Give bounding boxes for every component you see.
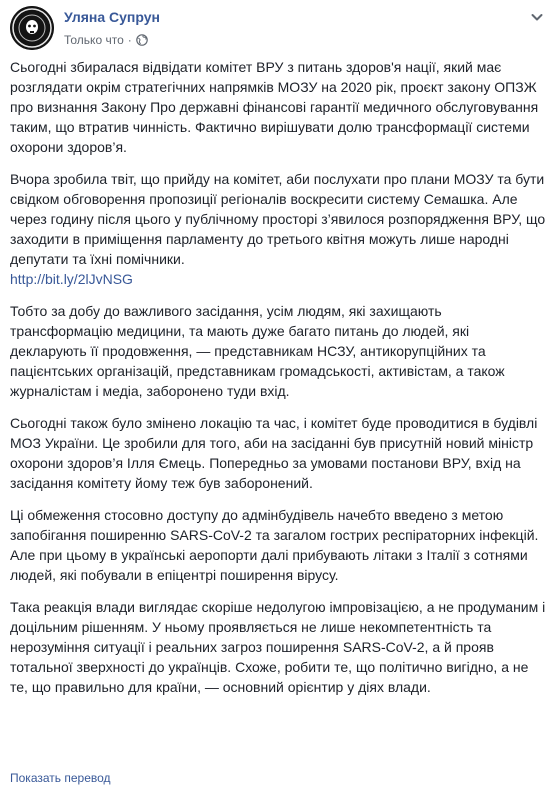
post-paragraph: Сьогодні також було змінено локацію та час, і комітет буде проводитися в будівлі МОЗ України. Це зробили для того, аби на засіданні був присутній новий міністр охорони здоров’я Ілля Ємець. Попередньо за умовами постанови ВРУ, вхід на засідання комітету йому теж був заборонений. <box>10 415 538 491</box>
post-timestamp[interactable]: Только что <box>64 33 124 47</box>
post-body <box>10 57 548 709</box>
post-meta <box>64 33 148 47</box>
chevron-down-icon[interactable] <box>528 8 546 26</box>
post-header <box>10 6 550 50</box>
post-paragraph: Сьогодні збиралася відвідати комітет ВРУ з питань здоров'я нації, який має розглядати окрім стратегічних напрямків МОЗУ на 2020 рік, проєкт закону ОПЗЖ про визнання Закону Про державні фінансові гарантії медичного обслуговування таким, що втратив чинність. Фактично вирішувати долю трансформації системи охорони здоров’я. <box>10 59 539 155</box>
meta-separator: · <box>127 33 132 47</box>
author-name[interactable]: Уляна Супрун <box>64 9 160 25</box>
globe-icon[interactable] <box>136 34 148 46</box>
post-paragraph <box>10 169 548 289</box>
see-translation-link[interactable]: Показать перевод <box>10 771 111 785</box>
post-paragraph: Така реакція влади виглядає скоріше недолугою імпровізацією, а не продуманим і доцільним рішенням. У ньому проявляється не лише некомпетентність та нерозуміння ситуації і реальних загроз поширення SARS-CoV-2, а й прояв тотальної зверхності до українців. Схоже, робити те, що політично вигідно, а не те, що правильно для країни, — основний орієнтир у діях влади. <box>10 599 546 695</box>
post-paragraph-text: Вчора зробила твіт, що прийду на комітет, аби послухати про плани МОЗУ та бути свідком обговорення пропозиції регіоналів воскресити систему Семашка. Але через годину після цього у публічному просторі з’явилося розпорядження ВРУ, що заходити в приміщення парламенту до третього квітня можуть лише народні депутати та їхні помічники. <box>10 171 546 267</box>
post-link[interactable]: http://bit.ly/2lJvNSG <box>10 271 133 287</box>
post-paragraph: Тобто за добу до важливого засідання, усім людям, які захищають трансформацію медицини, та мають дуже багато питань до людей, які декларують її продовження, — представникам НСЗУ, антикорупційних та пацієнтських організацій, представникам громадськості, активістам, а також журналістам і медіа, заборонено туди вхід. <box>10 303 505 399</box>
avatar[interactable] <box>10 6 54 50</box>
post-paragraph: Ці обмеження стосовно доступу до адмінбудівель начебто введено з метою запобігання поширенню SARS-CoV-2 та загалом гострих респіраторних інфекцій. Але при цьому в українські аеропорти далі прибувають літаки з Італії з сотнями людей, які побували в епіцентрі поширення вірусу. <box>10 507 539 583</box>
